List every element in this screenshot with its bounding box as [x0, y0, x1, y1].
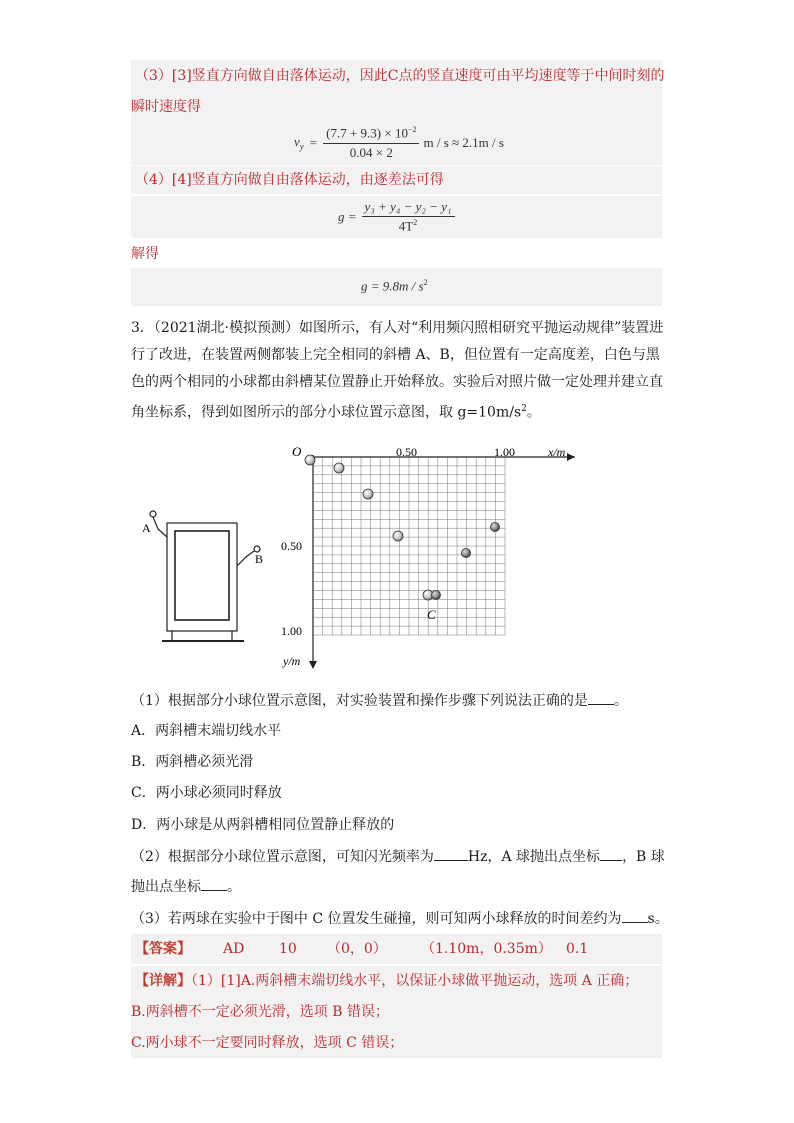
answer-5: 0.1 — [566, 941, 589, 957]
chute-b — [237, 551, 254, 566]
x-tick-100: 1.00 — [494, 445, 515, 459]
axes — [309, 453, 575, 669]
detail-line1 — [135, 966, 638, 996]
origin-label: O — [292, 444, 302, 459]
formula-result: m / s ≈ 2.1m / s — [423, 135, 504, 150]
sub2-blank-a[interactable] — [600, 846, 622, 861]
answer-tag: 【答案】 — [135, 941, 191, 957]
ball-white-1 — [305, 455, 315, 465]
answer-block — [131, 934, 662, 964]
y-tick-050: 0.50 — [281, 539, 302, 553]
ball-white-3 — [363, 489, 373, 499]
detail-line2: B.两斜槽不一定必须光滑，选项 B 错误； — [131, 1004, 389, 1020]
point-c-label: C — [427, 607, 436, 622]
ball-white-2 — [334, 463, 344, 473]
sub3-blank[interactable] — [622, 908, 648, 923]
step4-formula-block — [131, 196, 662, 238]
answer-2: 10 — [279, 941, 297, 957]
ball-dark-1 — [432, 591, 441, 600]
sub2-blank-b[interactable] — [201, 876, 227, 891]
detail-tag: 【详解】 — [135, 973, 191, 989]
coordinate-grid — [313, 457, 505, 635]
formula-vy: $v_y$ — [294, 134, 304, 152]
formula-eq: = — [309, 135, 318, 150]
q3-sub3: （3）若两球在实验中于图中 C 位置发生碰撞，则可知两小球释放的时间差约为 s。 — [131, 904, 669, 934]
experiment-figure — [0, 435, 794, 675]
step4-line1: （4）[4]竖直方向做自由落体运动，由逐差法可得 — [135, 172, 444, 188]
step4-result: $g = 9.8m / s^2$ — [361, 278, 428, 294]
step4-solve: 解得 — [131, 246, 159, 262]
step3-line1: （3）[3]竖直方向做自由落体运动，因此C点的竖直速度可由平均速度等于中间时刻的 — [135, 68, 665, 84]
y-axis-arrow-icon — [309, 661, 317, 669]
formula-g: g = — [338, 209, 357, 224]
step4-result-block — [131, 268, 662, 306]
q3-intro-line4: 角坐标系，得到如图所示的部分小球位置示意图，取 $g=10m/s^2$。 — [131, 404, 541, 421]
q3-intro-line3: 色的两个相同的小球都由斜槽某位置静止开始释放。实验后对照片做一定处理并建立直 — [131, 374, 663, 390]
step3-block — [131, 60, 665, 165]
label-a: A — [142, 521, 151, 535]
option-d[interactable]: D．两小球是从两斜槽相同位置静止释放的 — [131, 817, 395, 833]
sub1-blank[interactable] — [588, 690, 614, 705]
detail-line3: C.两小球不一定要同时释放，选项 C 错误； — [131, 1035, 404, 1051]
y-axis-label: y/m — [283, 654, 301, 668]
answer-4: （1.10m，0.35m） — [421, 941, 552, 957]
chute-a — [153, 517, 167, 537]
q3-intro-line2: 行了改进，在装置两侧都装上完全相同的斜槽 A、B，但位置有一定高度差，白色与黑 — [131, 347, 660, 363]
apparatus-diagram — [150, 511, 260, 641]
step3-formula — [294, 124, 504, 162]
option-a[interactable]: A．两斜槽末端切线水平 — [131, 723, 282, 739]
x-tick-050: 0.50 — [396, 445, 417, 459]
q3-sub2-line1: （2）根据部分小球位置示意图，可知闪光频率为 Hz，A 球抛出点坐标 ，B 球 — [131, 842, 665, 872]
x-axis-label: x/m — [548, 445, 566, 459]
answer-1: AD — [223, 941, 245, 957]
formula-fraction-g: $\frac{\text{y₃ + y₄ − y₂ − y₁}}{4T^2}$ — [362, 199, 455, 234]
ball-dark-3 — [491, 523, 500, 532]
q3-sub1: （1）根据部分小球位置示意图，对实验装置和操作步骤下列说法正确的是 。 — [131, 686, 628, 716]
answer-3: （0，0） — [327, 941, 387, 957]
x-axis-arrow-icon — [567, 453, 575, 461]
label-b: B — [255, 552, 264, 566]
y-tick-100: 1.00 — [281, 624, 302, 638]
q3-sub2-line2: 抛出点坐标 。 — [131, 872, 241, 902]
detail-block — [131, 966, 662, 1058]
q3-intro-line1: 3．（2021湖北·模拟预测）如图所示，有人对“利用频闪照相研究平抛运动规律”装置进 — [131, 320, 664, 336]
step4-formula — [338, 198, 455, 236]
ball-white-4 — [393, 531, 403, 541]
step4-header — [131, 166, 662, 194]
formula-fraction: $\frac{(7.7 + 9.3) \times 10^{-2}}{0.04 \times 2}$ — [323, 125, 419, 160]
ball-a-icon — [150, 511, 156, 517]
detail-text-1: （1）[1]A.两斜槽末端切线水平，以保证小球做平抛运动，选项 A 正确； — [191, 973, 639, 989]
step3-line2: 瞬时速度得 — [131, 99, 201, 115]
option-b[interactable]: B．两斜槽必须光滑 — [131, 754, 254, 770]
sub2-blank-frequency[interactable] — [434, 846, 468, 861]
ball-dark-2 — [462, 549, 471, 558]
option-c[interactable]: C．两小球必须同时释放 — [131, 785, 282, 801]
